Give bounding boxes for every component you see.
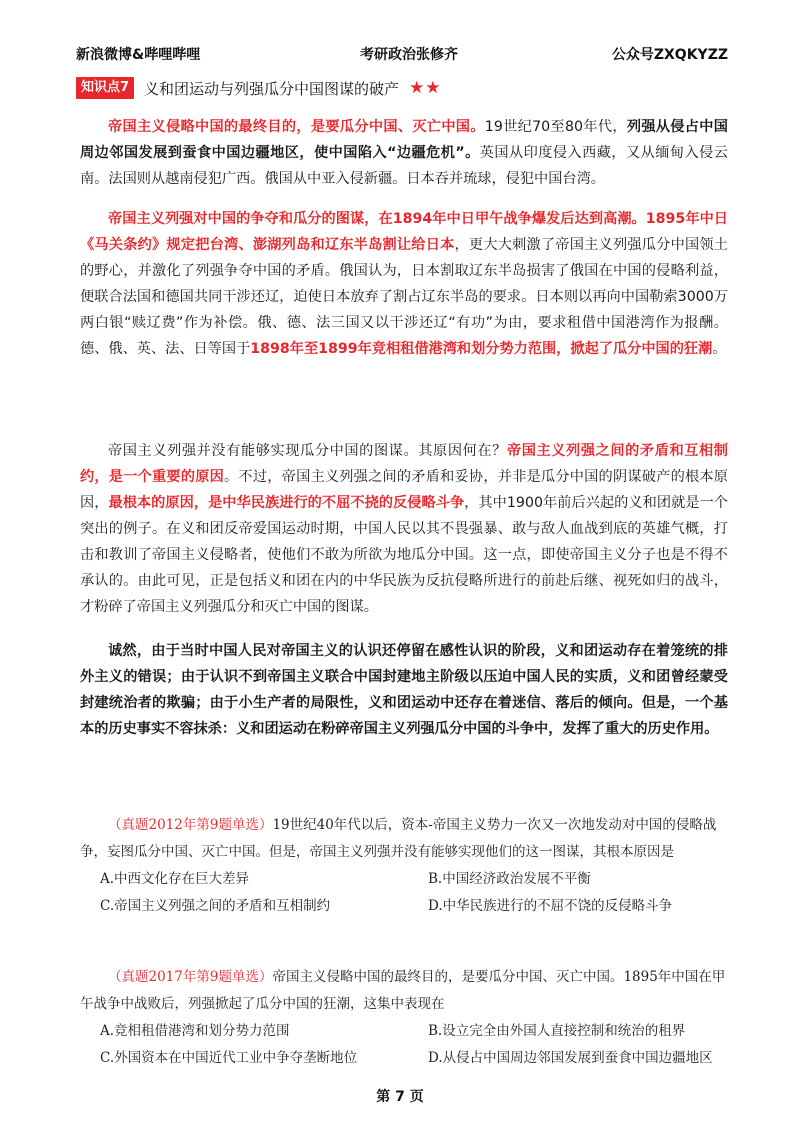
p4-bold-4: ，义和团曾经蒙受封建统治者的欺骗； xyxy=(80,669,728,711)
p4-bold-6: ，义和团运动中还存在着迷信、落后的倾向。但是，一个基本的历史事实不容抹杀：义和团运动在粉碎帝国主义列强瓜分中国的斗争中，发挥了重大的历史作用。 xyxy=(80,695,728,737)
paragraph-4 xyxy=(80,638,728,742)
p1-text-2: 英国从印度侵入西藏，又从缅甸入侵云南。法国则从越南侵犯广西。俄国从中亚入侵新疆。日本吞并琉球，侵犯中国台湾。 xyxy=(80,145,728,187)
question-options xyxy=(80,1018,728,1072)
exam-question-2012 xyxy=(80,812,728,920)
option-a: A.竞相租借港湾和划分势力范围 xyxy=(100,1023,290,1039)
paragraph-1 xyxy=(80,114,728,192)
option-d: D.中华民族进行的不屈不饶的反侵略斗争 xyxy=(428,898,673,914)
header-author: 考研政治张修齐 xyxy=(360,47,458,63)
page-header xyxy=(76,44,728,64)
knowledge-point-heading xyxy=(76,76,442,100)
p2-text-2: 。 xyxy=(712,341,727,357)
paragraph-2 xyxy=(80,206,728,362)
option-c: C.外国资本在中国近代工业中争夺垄断地位 xyxy=(100,1050,358,1066)
p1-bold: 列强从侵占中国周边邻国发展到蚕食中国边疆地区，使中国陷入“边疆危机”。 xyxy=(80,119,728,161)
knowledge-point-badge: 知识点7 xyxy=(76,77,134,99)
exam-question-2017 xyxy=(80,964,728,1072)
page-number: 第 7 页 xyxy=(376,1089,424,1105)
option-a: A.中西文化存在巨大差异 xyxy=(100,871,250,887)
question-text: 19世纪40年代以后，资本-帝国主义势力一次又一次地发动对中国的侵略战争，妄图瓜分中国、灭亡中国。但是，帝国主义列强并没有能够实现他们的这一图谋，其根本原因是 xyxy=(80,817,717,860)
question-text: 帝国主义侵略中国的最终目的，是要瓜分中国、灭亡中国。1895年中国在甲午战争中战败后，列强掀起了瓜分中国的狂潮，这集中表现在 xyxy=(80,969,726,1012)
p3-text-2: 。不过，帝国主义列强之间的矛盾和妥协，并非是瓜分中国的阴谋破产的根本原因， xyxy=(80,469,728,511)
question-options xyxy=(80,866,728,920)
question-stem xyxy=(80,812,728,866)
p1-text: 19世纪70至80年代， xyxy=(484,119,627,135)
p2-highlight-2: 1898年至1899年竞相租借港湾和划分势力范围，掀起了瓜分中国的狂潮 xyxy=(250,341,713,357)
p4-bold-2: ，义和团运动存在着笼统的排外主义的错误； xyxy=(80,643,728,685)
p4-bold: 诚然，由于当时中国人民对帝国主义的认识还停留在感性认识的阶段 xyxy=(108,643,541,659)
option-b: B.中国经济政治发展不平衡 xyxy=(428,871,591,887)
p2-text: ，更大大刺激了帝国主义列强瓜分中国领土的野心，并激化了列强争夺中国的矛盾。俄国认为，日本割取辽东半岛损害了俄国在中国的侵略利益，便联合法国和德国共同干涉还辽，迫使日本放弃了割占辽东半岛的要求。日本则以再向中国勒索3000万两白银“赎辽费”作为补偿。俄、德、法三国又以干涉还辽“有功”为由，要求租借中国港湾作为报酬。德、俄、英、法、日等国于 xyxy=(80,237,728,357)
question-tag: （真题2017年第9题单选） xyxy=(108,969,273,985)
p3-text: 帝国主义列强并没有能够实现瓜分中国的图谋。其原因何在？ xyxy=(108,443,507,459)
p4-bold-3: 由于认识不到帝国主义联合中国封建地主阶级以压迫中国人民的实质 xyxy=(180,669,613,685)
header-weibo-bilibili: 新浪微博&哔哩哔哩 xyxy=(76,47,201,63)
header-wechat-account: 公众号ZXQKYZZ xyxy=(611,47,728,63)
knowledge-point-title: 义和团运动与列强瓜分中国图谋的破产 xyxy=(144,79,400,98)
question-tag: （真题2012年第9题单选） xyxy=(108,817,273,833)
p3-text-3: ，其中1900年前后兴起的义和团就是一个突出的例子。在义和团反帝爱国运动时期，中国人民以其不畏强暴、敢与敌人血战到底的英雄气概，打击和教训了帝国主义侵略者，使他们不敢为所欲为地瓜分中国。这一点，即使帝国主义分子也是不得不承认的。由此可见，正是包括义和团在内的中华民族为反抗侵略所进行的前赴后继、视死如归的战斗，才粉碎了帝国主义列强瓜分和灭亡中国的图谋。 xyxy=(80,495,728,615)
paragraph-3 xyxy=(80,438,728,620)
p3-highlight-2: 最根本的原因，是中华民族进行的不屈不挠的反侵略斗争 xyxy=(108,495,465,511)
p4-bold-5: 由于小生产者的局限性 xyxy=(209,695,354,711)
option-c: C.帝国主义列强之间的矛盾和互相制约 xyxy=(100,898,331,914)
p2-highlight: 帝国主义列强对中国的争夺和瓜分的图谋，在1894年中日甲午战争爆发后达到高潮。1895年中日《马关条约》规定把台湾、澎湖列岛和辽东半岛割让给日本 xyxy=(80,211,728,253)
p3-highlight: 帝国主义列强之间的矛盾和互相制约，是一个重要的原因 xyxy=(80,443,728,485)
p1-highlight: 帝国主义侵略中国的最终目的，是要瓜分中国、灭亡中国。 xyxy=(108,119,485,135)
option-b: B.设立完全由外国人直接控制和统治的租界 xyxy=(428,1023,686,1039)
question-stem xyxy=(80,964,728,1018)
star-rating-icon: ★★ xyxy=(409,78,442,98)
option-d: D.从侵占中国周边邻国发展到蚕食中国边疆地区 xyxy=(428,1050,713,1066)
